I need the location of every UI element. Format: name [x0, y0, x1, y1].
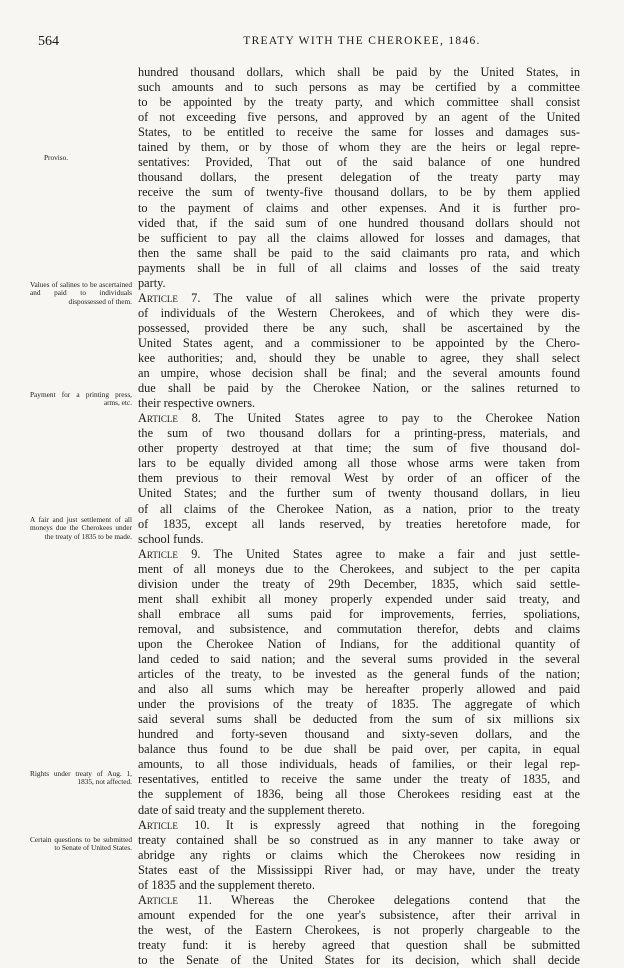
- body-line: the sum of two thousand dollars for a printing-press, materials, and: [138, 426, 580, 441]
- body-line: amounts, to all those individuals, heads of families, or their legal rep-: [138, 757, 580, 772]
- body-line: Article 7. The value of all salines which were the private property: [138, 290, 580, 305]
- margin-note-senate: Certain questions to be submitted to Senate of United States.: [30, 835, 132, 853]
- body-line: to the payment of claims and other expenses. And it is further pro-: [138, 200, 580, 215]
- body-line: vided that, if the said sum of one hundred thousand dollars should not: [138, 215, 580, 230]
- body-line: of not exceeding five persons, and approved by an agent of the United: [138, 110, 580, 125]
- body-line: the supplement of 1836, being all those Cherokees residing east at the: [138, 787, 580, 802]
- body-line: treaty fund: it is hereby agreed that question shall be submitted: [138, 937, 580, 952]
- body-line: lars to be equally divided among all those whose arms were taken from: [138, 456, 580, 471]
- body-line: to the Senate of the United States for its decision, which shall decide: [138, 953, 580, 967]
- body-line: United States agent, and a commissioner to be appointed by the Chero-: [138, 335, 580, 350]
- body-line: other property destroyed at that time; the sum of five thousand dol-: [138, 441, 580, 456]
- body-line: articles of the treaty, to be invested as the general funds of the nation;: [138, 667, 580, 681]
- body-line: school funds.: [138, 531, 204, 546]
- body-line: due shall be paid by the Cherokee Nation, or the salines returned to: [138, 381, 580, 396]
- body-line: said several sums shall be deducted from the sum of six millions six: [138, 712, 580, 727]
- margin-note-proviso: Proviso.: [44, 153, 69, 162]
- body-line: Article 10. It is expressly agreed that nothing in the foregoing: [138, 817, 581, 832]
- body-line: kee authorities; and, should they be unable to agree, they shall select: [138, 350, 580, 365]
- body-line: division under the treaty of 29th December, 1835, which said settle-: [138, 576, 580, 591]
- margin-note-salines: Values of salines to be ascertained and paid to individuals dispossessed of them.: [30, 280, 132, 306]
- body-line: resentatives, entitled to receive the same under the treaty of 1835, and: [138, 772, 580, 787]
- page-number: 564: [38, 34, 59, 49]
- body-line: of 1835, except all lands reserved, by treaties heretofore made, for: [138, 516, 580, 531]
- body-line: under the provisions of the treaty of 1835. The aggregate of which: [138, 697, 580, 712]
- margin-note-rights: Rights under treaty of Aug. 1, 1835, not affected.: [30, 769, 132, 787]
- margin-note-settlement: A fair and just settlement of all moneys due the Cherokees under the treaty of 1835 to be made.: [30, 515, 132, 541]
- margin-note-printing-press: Payment for a printing press, arms, etc.: [30, 390, 132, 408]
- body-line: date of said treaty and the supplement thereto.: [138, 802, 365, 817]
- body-line: payments shall be in full of all claims and losses of the said treaty: [138, 260, 580, 275]
- body-line: Article 8. The United States agree to pay to the Cherokee Nation: [138, 411, 580, 426]
- body-line: the west, of the Eastern Cherokees, is not properly chargeable to the: [138, 922, 580, 937]
- body-line: ment shall exhibit all money properly expended under said treaty, and: [138, 591, 580, 606]
- body-line: abridge any rights or claims which the Cherokees now residing in: [138, 847, 580, 862]
- body-line: and also all sums which may be hereafter properly allowed and paid: [138, 682, 580, 697]
- body-line: party.: [138, 275, 166, 290]
- body-line: be sufficient to pay all the claims allowed for losses and damages, that: [138, 230, 580, 245]
- body-line: Article 9. The United States agree to make a fair and just settle-: [138, 546, 580, 561]
- body-line: hundred and forty-seven thousand and sixty-seven dollars, and the: [138, 727, 580, 742]
- body-line: tained by them, or by those of whom they are the heirs or legal repre-: [138, 140, 580, 155]
- body-line: upon the Cherokee Nation of Indians, for the additional quantity of: [138, 636, 580, 651]
- body-line: of 1835 and the supplement thereto.: [138, 877, 315, 892]
- body-line: amount expended for the one year's subsistence, after their arrival in: [138, 907, 580, 922]
- body-line: States, to be entitled to receive the same for losses and damages sus-: [138, 125, 580, 140]
- body-line: possessed, provided there be any such, shall be ascertained by the: [138, 320, 580, 335]
- body-line: to be appointed by the treaty party, and which committee shall consist: [138, 95, 580, 110]
- body-line: their respective owners.: [138, 396, 256, 411]
- body-line: shall embrace all sums paid for improvements, ferries, spoliations,: [138, 606, 580, 621]
- body-line: then the same shall be paid to the said claimants pro rata, and which: [138, 245, 580, 260]
- body-line: Article 11. Whereas the Cherokee delegations contend that the: [138, 892, 580, 907]
- body-line: removal, and subsistence, and commutation therefor, debts and claims: [138, 621, 580, 636]
- body-line: them previous to their removal West by order of an officer of the: [138, 471, 580, 486]
- page-header: [0, 34, 624, 50]
- body-line: land ceded to said nation; and the several sums provided in the several: [138, 652, 580, 666]
- body-line: treaty contained shall be so construed as in any manner to take away or: [138, 832, 580, 847]
- body-line: an umpire, whose decision shall be final; and the several amounts found: [138, 366, 580, 380]
- body-line: of individuals of the Western Cherokees, and of which they were dis-: [138, 305, 580, 320]
- body-line: receive the sum of twenty-five thousand dollars, to be by them applied: [138, 185, 580, 200]
- body-line: United States; and the further sum of twenty thousand dollars, in lieu: [138, 486, 580, 501]
- body-line: ment of all moneys due to the Cherokees, and subject to the per capita: [138, 561, 580, 576]
- running-title: TREATY WITH THE CHEROKEE, 1846.: [243, 35, 481, 47]
- body-line: sentatives: Provided, That out of the said balance of one hundred: [138, 155, 580, 170]
- body-line: such amounts and to such persons as may be certified by a committee: [138, 80, 580, 94]
- body-line: balance thus found to be due shall be paid over, per capita, in equal: [138, 742, 580, 757]
- body-line: States east of the Mississippi River had, or may have, under the treaty: [138, 862, 580, 877]
- body-line: of all claims of the Cherokee Nation, as a nation, prior to the treaty: [138, 501, 580, 516]
- body-line: thousand dollars, the present delegation of the treaty party may: [138, 170, 580, 185]
- body-line: hundred thousand dollars, which shall be paid by the United States, in: [138, 65, 580, 79]
